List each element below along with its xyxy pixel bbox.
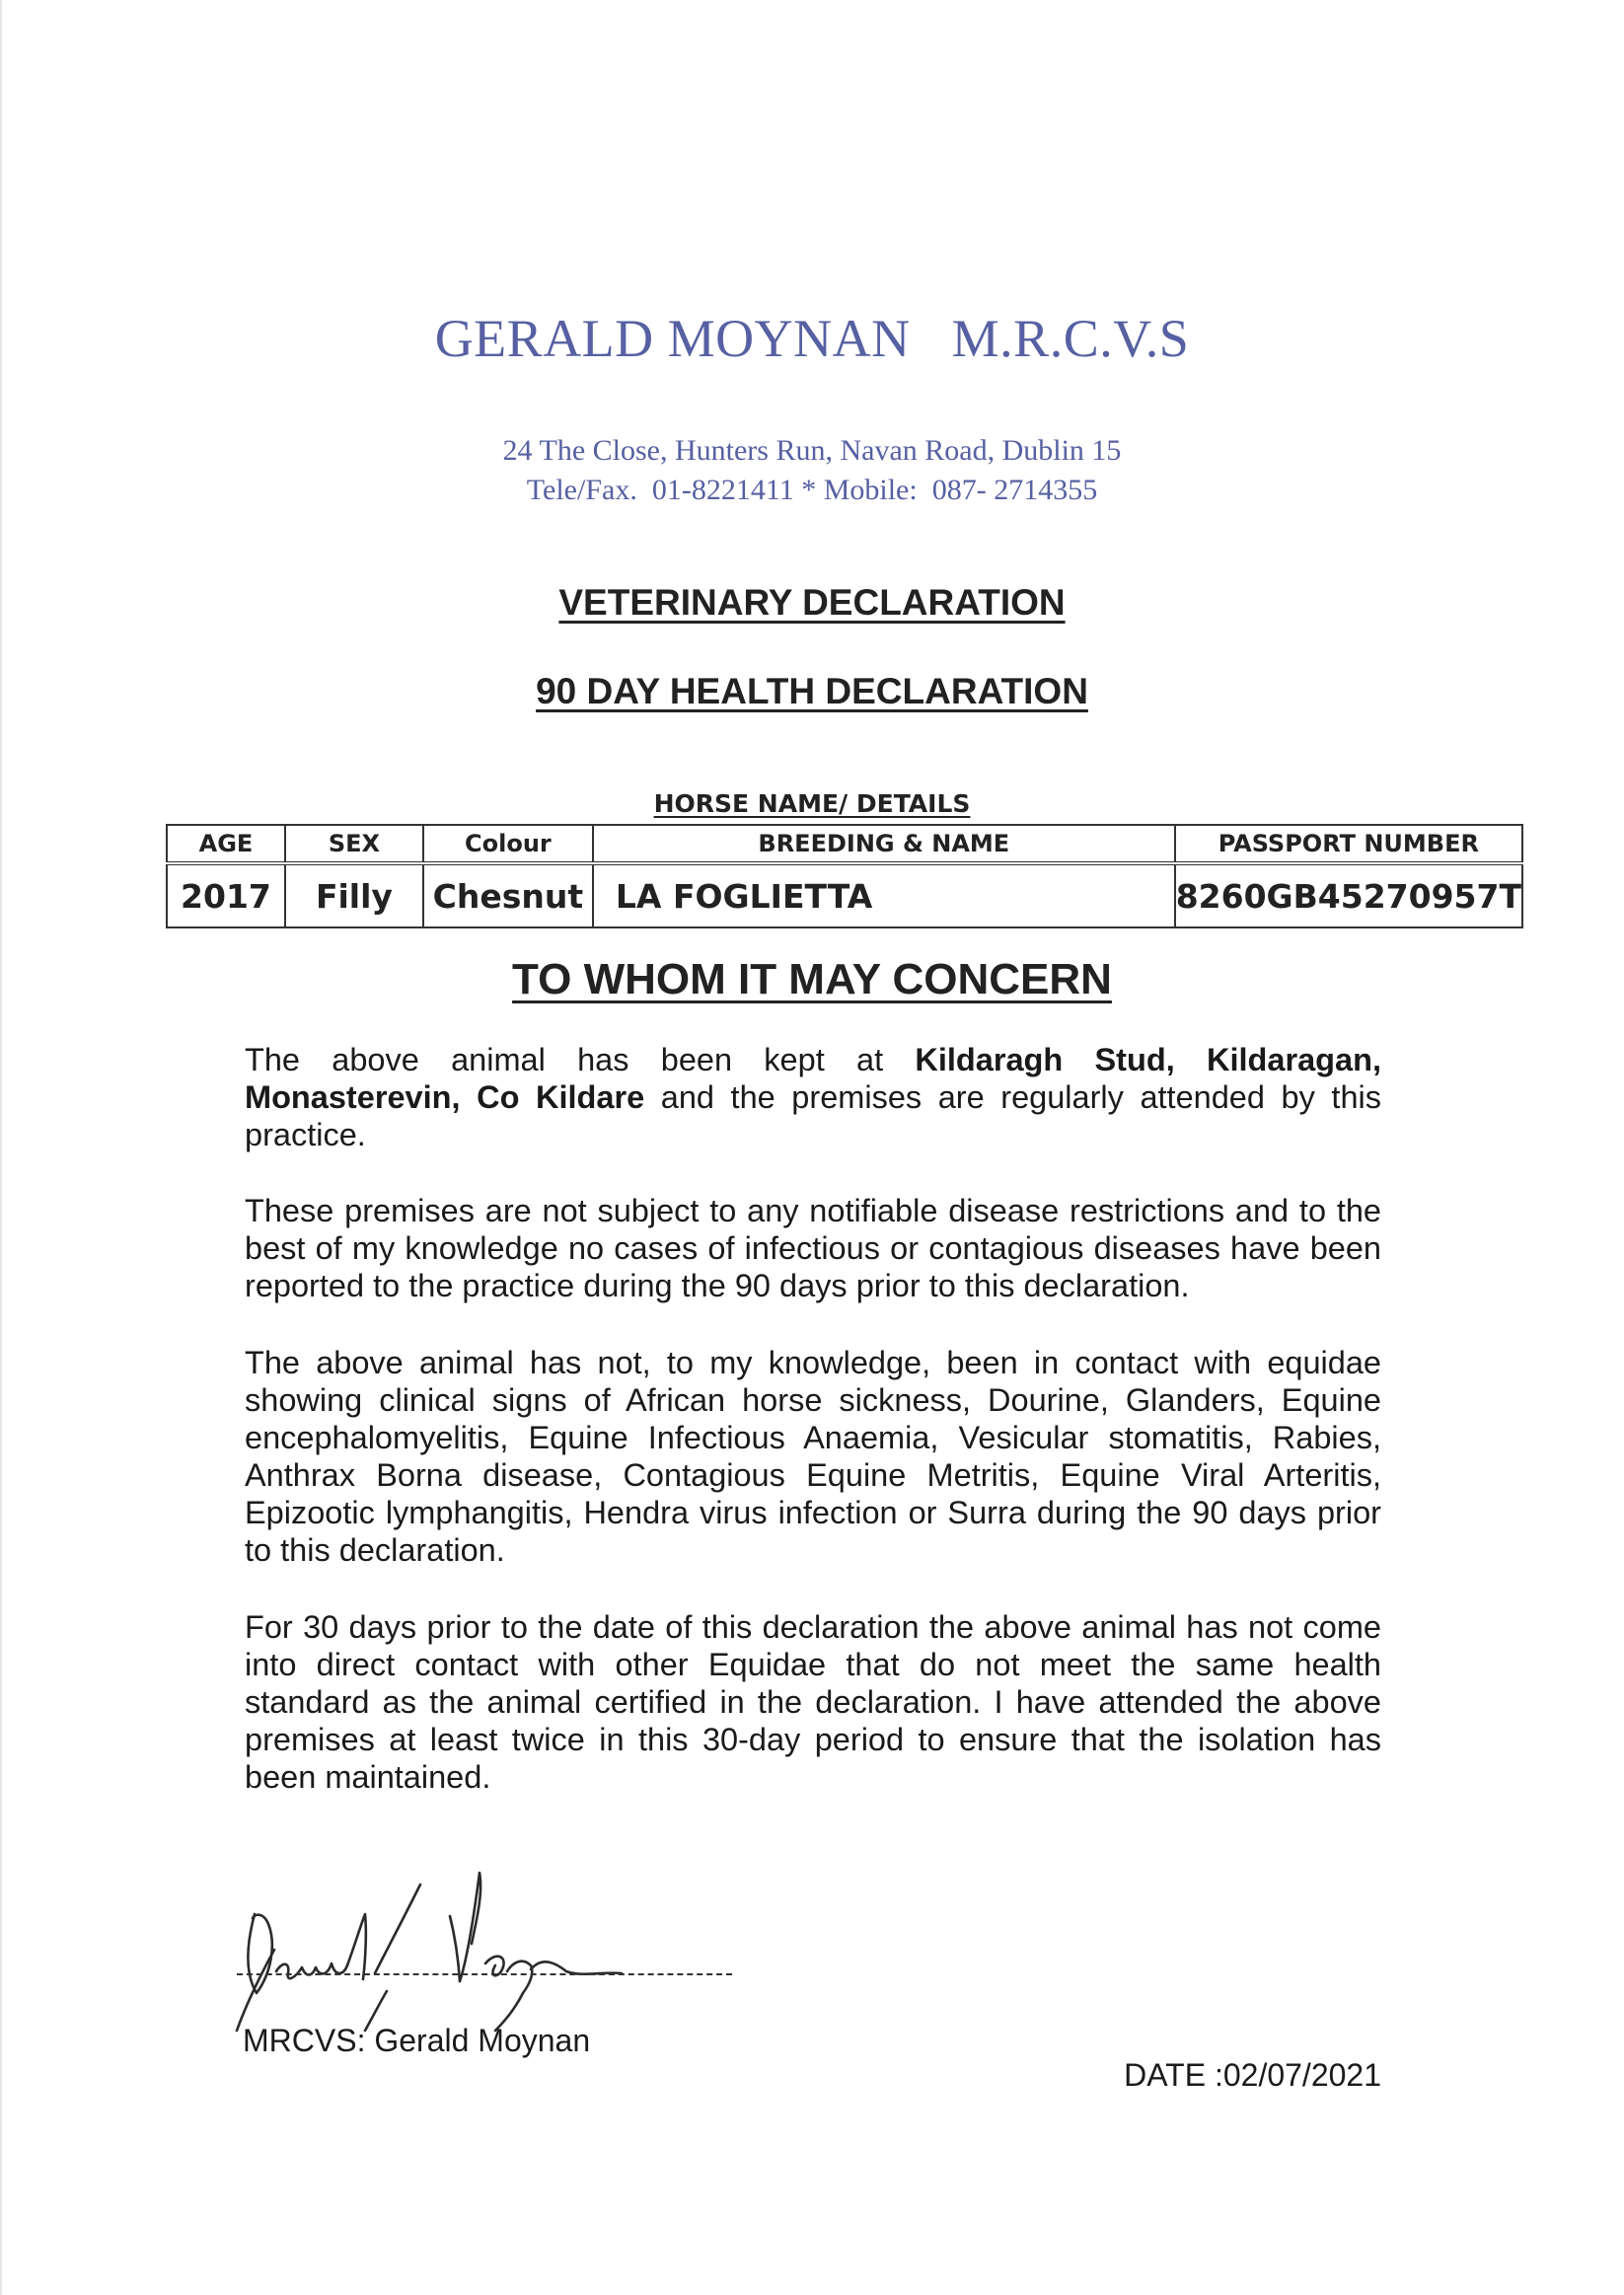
- declaration-date: DATE :02/07/2021: [1124, 2057, 1381, 2093]
- header-breeding-name: BREEDING & NAME: [593, 825, 1175, 863]
- paragraph-premises: The above animal has been kept at Kildaragh Stud, Kildaragan, Monasterevin, Co Kildare and the premises are regularly attended by this practice.: [245, 1042, 1381, 1152]
- health-declaration-heading: 90 DAY HEALTH DECLARATION: [536, 671, 1088, 711]
- signer-name: MRCVS: Gerald Moynan: [243, 2023, 591, 2058]
- cell-passport: 8260GB45270957T: [1175, 863, 1522, 927]
- paragraph-diseases: The above animal has not, to my knowledge, been in contact with equidae showing clinical signs of African horse sickness, Dourine, Glanders, Equine encephalomyelitis, Equine Infectious Anaemia, Vesicular stomatitis, Rabies, Anthrax Borna disease, Contagious Equine Metritis, Equine Viral Arteritis, Epizootic lymphangitis, Hendra virus infection or Surra during the 90 days prior to this declaration.: [245, 1345, 1381, 1568]
- table-header-row: [167, 825, 1522, 863]
- header-sex: SEX: [285, 825, 423, 863]
- table-row: [167, 863, 1522, 927]
- letterhead-address: 24 The Close, Hunters Run, Navan Road, Dublin 15: [502, 434, 1122, 467]
- cell-age: 2017: [167, 863, 285, 927]
- cell-breeding-name: LA FOGLIETTA: [593, 863, 1175, 927]
- cell-colour: Chesnut: [423, 863, 593, 927]
- paragraph-isolation: For 30 days prior to the date of this declaration the above animal has not come into direct contact with other Equidae that do not meet the same health standard as the animal certified in the declaration. I have attended the above premises at least twice in this 30-day period to ensure that the isolation has been maintained.: [245, 1609, 1381, 1795]
- cell-sex: Filly: [285, 863, 423, 927]
- letterhead-contact: Tele/Fax. 01-8221411 * Mobile: 087- 2714355: [526, 474, 1098, 506]
- handwritten-signature: [217, 1855, 770, 2033]
- paragraph-restrictions: These premises are not subject to any notifiable disease restrictions and to the best of my knowledge no cases of infectious or contagious diseases have been reported to the practice during the 90 days prior to this declaration.: [245, 1193, 1381, 1303]
- header-colour: Colour: [423, 825, 593, 863]
- signature-line: [237, 1973, 732, 1975]
- veterinary-declaration-heading: VETERINARY DECLARATION: [558, 582, 1066, 623]
- horse-details-caption: HORSE NAME/ DETAILS: [653, 789, 971, 818]
- header-passport: PASSPORT NUMBER: [1175, 825, 1522, 863]
- salutation: TO WHOM IT MAY CONCERN: [512, 955, 1112, 1003]
- premises-location: Kildaragh Stud, Kildaragan, Monasterevin, Co Kildare: [245, 1042, 1381, 1115]
- letterhead-name: GERALD MOYNAN M.R.C.V.S: [434, 309, 1190, 368]
- horse-details-table: [166, 824, 1523, 928]
- header-age: AGE: [167, 825, 285, 863]
